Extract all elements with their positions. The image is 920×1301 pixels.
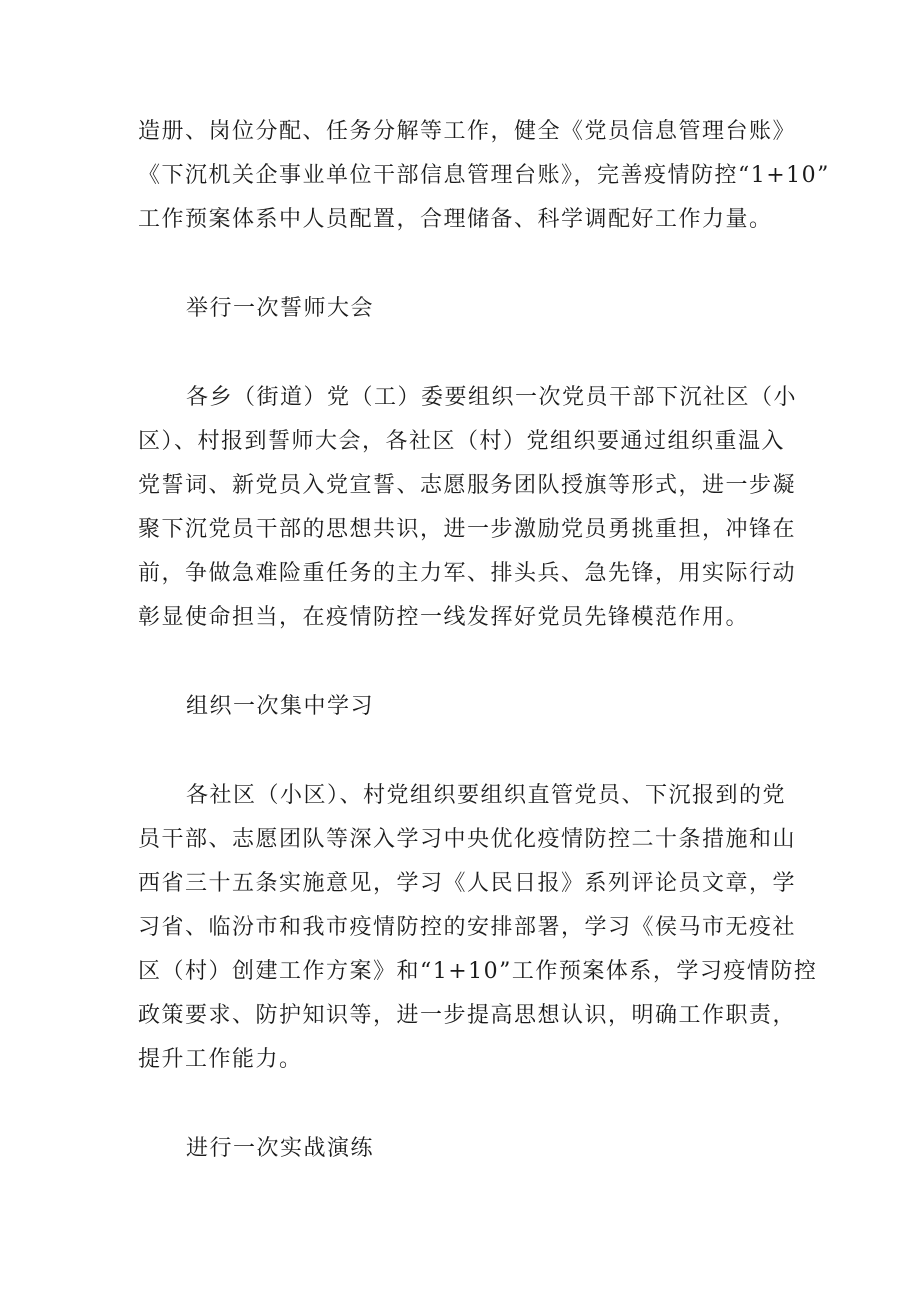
text-line: 聚下沉党员干部的思想共识，进一步激励党员勇挑重担，冲锋在 xyxy=(138,517,797,542)
text-line: 党誓词、新党员入党宣誓、志愿服务团队授旗等形式，进一步凝 xyxy=(138,473,797,498)
section-heading-study: 组织一次集中学习 xyxy=(186,694,375,719)
section-heading-drill: 进行一次实战演练 xyxy=(186,1136,375,1161)
text-line: 工作预案体系中人员配置，合理储备、科学调配好工作力量。 xyxy=(138,207,773,232)
document-body xyxy=(138,110,830,1171)
paragraph-rally xyxy=(138,376,798,640)
text-line: 彰显使命担当，在疫情防控一线发挥好党员先锋模范作用。 xyxy=(138,605,750,630)
text-line: 《下沉机关企事业单位干部信息管理台账》，完善疫情防控“1+10” xyxy=(138,163,830,188)
text-line: 前，争做急难险重任务的主力军、排头兵、急先锋，用实际行动 xyxy=(138,561,797,586)
text-line: 政策要求、防护知识等，进一步提高思想认识，明确工作职责， xyxy=(138,1003,797,1028)
text-line: 提升工作能力。 xyxy=(138,1047,303,1072)
text-line: 习省、临汾市和我市疫情防控的安排部署，学习《侯马市无疫社 xyxy=(138,915,797,940)
text-line: 员干部、志愿团队等深入学习中央优化疫情防控二十条措施和山 xyxy=(138,827,797,852)
text-line: 西省三十五条实施意见，学习《人民日报》系列评论员文章，学 xyxy=(138,871,797,896)
text-line: 各社区（小区）、村党组织要组织直管党员、下沉报到的党 xyxy=(186,783,787,808)
paragraph-study xyxy=(138,774,818,1082)
section-heading-rally: 举行一次誓师大会 xyxy=(186,296,375,321)
text-line: 区）、村报到誓师大会，各社区（村）党组织要通过组织重温入 xyxy=(138,429,786,454)
text-line: 区（村）创建工作方案》和“1+10”工作预案体系，学习疫情防控 xyxy=(138,959,818,984)
paragraph-staffing xyxy=(138,110,830,242)
text-line: 造册、岗位分配、任务分解等工作，健全《党员信息管理台账》 xyxy=(138,119,797,144)
text-line: 各乡（街道）党（工）委要组织一次党员干部下沉社区（小 xyxy=(186,385,798,410)
